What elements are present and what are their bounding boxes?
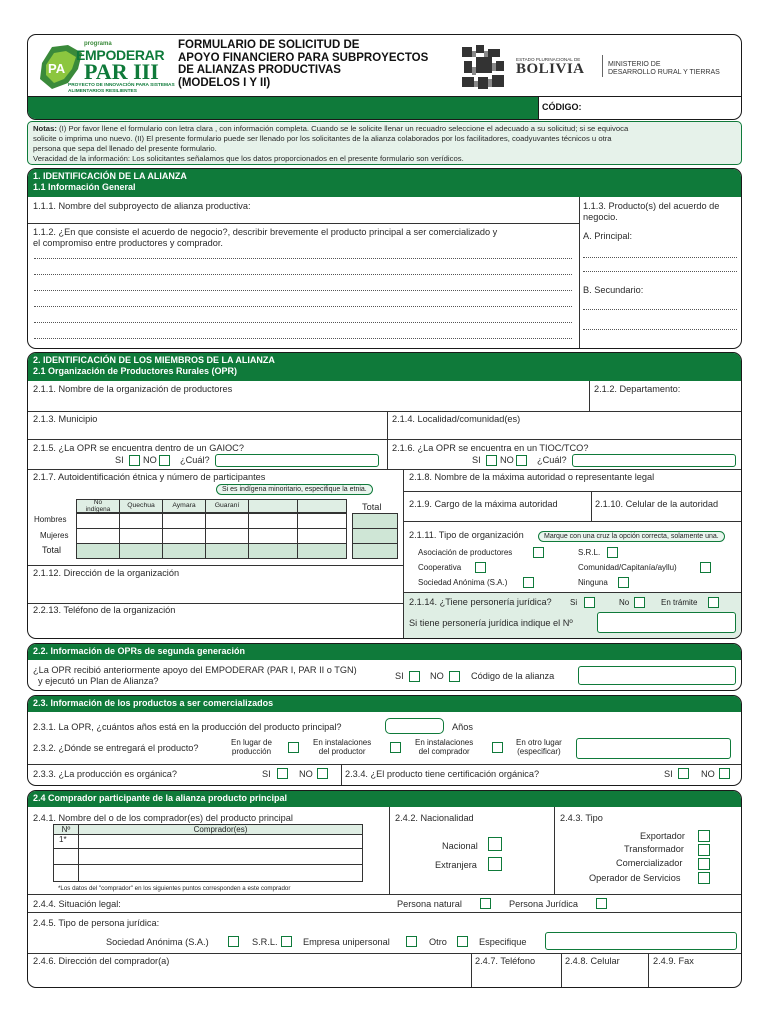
s24-vdiv-1 (389, 807, 390, 894)
s2-vdiv-r1 (591, 491, 592, 521)
field-2-3-4-label: 2.3.4. ¿El producto tiene certificación orgánica? (345, 769, 540, 779)
operador-label: Operador de Servicios (589, 873, 681, 883)
extranjera-label: Extranjera (435, 860, 477, 870)
row-total: Total (42, 545, 62, 555)
svg-text:PA: PA (48, 61, 66, 76)
especifique-label: Especifique (479, 937, 527, 947)
entrega-opt-1-checkbox[interactable] (288, 742, 299, 753)
logo-par: PAR III (84, 59, 159, 84)
certificacion-no-checkbox[interactable] (719, 768, 730, 779)
field-2-4-9-label: 2.4.9. Fax (653, 956, 694, 966)
entrega-opt-2-l1: En instalaciones (313, 738, 372, 747)
codigo-label: CÓDIGO: (542, 102, 582, 112)
field-2-1-4-label: 2.1.4. Localidad/comunidad(es) (392, 414, 521, 424)
organica-si-checkbox[interactable] (277, 768, 288, 779)
pj-no-label: No (619, 598, 630, 607)
organica-no-checkbox[interactable] (317, 768, 328, 779)
entrega-opt-3-checkbox[interactable] (492, 742, 503, 753)
comercializador-label: Comercializador (616, 858, 683, 868)
logo-sub1: PROYECTO DE INNOVACIÓN PARA SISTEMAS (68, 83, 175, 88)
transformador-checkbox[interactable] (698, 844, 710, 856)
section-1-subtitle: 1.1 Información General (33, 182, 136, 192)
title-line-1: FORMULARIO DE SOLICITUD DE (178, 39, 360, 51)
field-1-1-1-label: 1.1.1. Nombre del subproyecto de alianza productiva: (33, 201, 251, 211)
section-2-2 (27, 643, 742, 691)
gaioc-si-label: SI (115, 455, 124, 465)
section-2-3 (27, 695, 742, 786)
s24-vdiv-2 (554, 807, 555, 894)
gaioc-si-checkbox[interactable] (129, 455, 140, 466)
entrega-opt-2-l2: del productor (318, 747, 366, 756)
extranjera-checkbox[interactable] (488, 857, 502, 871)
notes-text-3: persona que sepa del llenado del presente formulario. (33, 144, 217, 153)
field-2-1-11-label: 2.1.11. Tipo de organización (409, 530, 524, 540)
description-line-3[interactable] (34, 290, 572, 291)
pj-no-checkbox[interactable] (634, 597, 645, 608)
persona-juridica-label: Persona Jurídica (509, 899, 578, 909)
certificacion-si-label: SI (664, 769, 673, 779)
opt-sa-label: Sociedad Anónima (S.A.) (418, 578, 508, 587)
field-2-1-7-label: 2.1.7. Autoidentificación étnica y número de participantes (33, 472, 266, 482)
transformador-label: Transformador (624, 844, 684, 854)
tipo-sa-checkbox[interactable] (228, 936, 239, 947)
s22-si-label: SI (395, 671, 404, 681)
cell-h-1[interactable] (76, 513, 120, 529)
col-no-indigena (76, 499, 120, 513)
tioc-cual-input[interactable] (572, 454, 736, 467)
certificacion-no-label: NO (701, 769, 715, 779)
col-compradores: Comprador(es) (78, 824, 363, 835)
field-2-1-3-label: 2.1.3. Municipio (33, 414, 98, 424)
section-2-header (28, 353, 741, 381)
field-2-1-8-label: 2.1.8. Nombre de la máxima autoridad o representante legal (409, 472, 655, 482)
field-2-1-13-label: 2.2.13. Teléfono de la organización (33, 605, 176, 615)
field-1-1-2-label: 1.1.2. ¿En que consiste el acuerdo de negocio?, describir brevemente el producto principal a ser comercializado y (33, 227, 498, 237)
header-box (27, 34, 742, 120)
s22-no-label: NO (430, 671, 444, 681)
organica-no-label: NO (299, 769, 313, 779)
field-2-1-1-label: 2.1.1. Nombre de la organización de productores (33, 384, 233, 394)
certificacion-si-checkbox[interactable] (678, 768, 689, 779)
cell-t-6[interactable] (297, 543, 347, 559)
cell-t-2[interactable] (119, 543, 163, 559)
operador-checkbox[interactable] (698, 872, 710, 884)
s2-hline-5 (28, 603, 403, 604)
cell-h-4[interactable] (205, 513, 249, 529)
s24-vdiv-4 (561, 953, 562, 988)
tioc-si-label: SI (472, 455, 481, 465)
opt-sa-checkbox[interactable] (523, 577, 534, 588)
s24-hline-3 (28, 953, 742, 954)
s2-hline-3 (28, 469, 742, 470)
entrega-opt-2-checkbox[interactable] (390, 742, 401, 753)
s23-vdiv (341, 764, 342, 786)
cell-t-3[interactable] (162, 543, 206, 559)
entrega-opt-1-l2: producción (231, 747, 272, 756)
field-2-4-5-label: 2.4.5. Tipo de persona jurídica: (33, 918, 160, 928)
tipo-unipersonal-label: Empresa unipersonal (303, 937, 390, 947)
empoderar-logo (38, 41, 178, 97)
field-2-1-6-label: 2.1.6. ¿La OPR se encuentra en un TIOC/TCO? (392, 443, 589, 453)
tipo-unipersonal-checkbox[interactable] (406, 936, 417, 947)
tipo-srl-checkbox[interactable] (281, 936, 292, 947)
tipo-otro-checkbox[interactable] (457, 936, 468, 947)
indigena-hint: Si es indígena minoritario, especifique la etnia. (216, 484, 373, 495)
s24-hline-2 (28, 912, 742, 913)
tipo-srl-label: S.R.L. (252, 937, 278, 947)
ministerio-line-2: DESARROLLO RURAL Y TIERRAS (608, 69, 720, 76)
s22-question-1: ¿La OPR recibió anteriormente apoyo del EMPODERAR (PAR I, PAR II o TGN) (33, 665, 357, 675)
opt-ninguna-checkbox[interactable] (618, 577, 629, 588)
col-no-indigena-l1: No (93, 499, 103, 506)
estado-label: ESTADO PLURINACIONAL DE (516, 57, 581, 62)
opt-cooperativa-checkbox[interactable] (475, 562, 486, 573)
opt-srl-label: S.R.L. (578, 548, 601, 557)
bolivia-label: BOLIVIA (516, 61, 585, 77)
comprador-2-input[interactable] (78, 848, 363, 865)
s22-codigo-label: Código de la alianza (471, 671, 555, 681)
field-2-4-1-label: 2.4.1. Nombre del o de los comprador(es) del producto principal (33, 813, 293, 823)
field-2-1-14-label: 2.1.14. ¿Tiene personería jurídica? (409, 597, 552, 607)
s22-si-checkbox[interactable] (409, 671, 420, 682)
section-2-3-header: 2.3. Información de los productos a ser comercializados (28, 696, 741, 712)
s2-hline-4 (28, 565, 403, 566)
pj-si-checkbox[interactable] (584, 597, 595, 608)
ethnic-table (76, 499, 398, 559)
secundario-line-1[interactable] (583, 309, 737, 310)
field-1-1-3-label: 1.1.3. Producto(s) del acuerdo de (583, 201, 720, 211)
s22-codigo-input[interactable] (578, 666, 736, 685)
organica-si-label: SI (262, 769, 271, 779)
notes-label: Notas: (33, 124, 57, 133)
s2-hline-r2 (403, 521, 742, 522)
cell-m-4[interactable] (205, 528, 249, 544)
row-3-number (53, 864, 79, 882)
col-guarani: Guaraní (205, 499, 249, 513)
col-quechua: Quechua (119, 499, 163, 513)
field-2-1-12-label: 2.1.12. Dirección de la organización (33, 568, 180, 578)
comprador-footnote: *Los datos del "comprador" en los siguientes puntos corresponden a este comprador (58, 885, 291, 892)
notes-box (27, 121, 742, 165)
notes-text-2: solicite o imprima uno nuevo. (II) El presente formulario puede ser llenado por los solicitantes de la alianza colaborados por los facilitadores, coadyuvantes técnicos u otra (33, 134, 612, 143)
notes-text-4: Veracidad de la información: Los solicitantes señalamos que los datos proporcionados en el presente formulario son verídicos. (33, 154, 464, 163)
field-2-1-9-label: 2.1.9. Cargo de la máxima autoridad (409, 499, 558, 509)
title-line-4: (MODELOS I Y II) (178, 76, 271, 89)
section-1 (27, 168, 742, 349)
field-2-3-2-label: 2.3.2. ¿Dónde se entregará el producto? (33, 743, 199, 753)
s1-hline (28, 223, 579, 224)
opt-cooperativa-label: Cooperativa (418, 563, 462, 572)
field-2-1-2-label: 2.1.2. Departamento: (594, 384, 681, 394)
s2-vdiv-2 (387, 411, 388, 469)
comprador-1-input[interactable] (78, 834, 363, 849)
col-numero: Nº (53, 824, 79, 835)
field-2-4-4-label: 2.4.4. Situación legal: (33, 899, 121, 909)
cell-t-5[interactable] (248, 543, 298, 559)
row-2-number (53, 848, 79, 865)
section-2-title: 2. IDENTIFICACIÓN DE LOS MIEMBROS DE LA ALIANZA (33, 355, 275, 365)
row-mujeres: Mujeres (40, 531, 69, 540)
entrega-opt-4-l2: (especificar) (517, 747, 561, 756)
field-2-1-5-label: 2.1.5. ¿La OPR se encuentra dentro de un GAIOC? (33, 443, 244, 453)
row-hombres: Hombres (34, 515, 67, 524)
entrega-opt-3-l1: En instalaciones (415, 738, 474, 747)
s2-hline-2 (28, 439, 742, 440)
description-line-1[interactable] (34, 258, 572, 259)
field-2-4-3-label: 2.4.3. Tipo (560, 813, 603, 823)
especifique-input[interactable] (545, 932, 737, 950)
cell-total-h[interactable] (352, 513, 398, 529)
s22-question-2: y ejecutó un Plan de Alianza? (38, 676, 159, 686)
gaioc-no-label: NO (143, 455, 157, 465)
exportador-label: Exportador (640, 831, 685, 841)
cell-m-5[interactable] (248, 528, 298, 544)
title-line-2: APOYO FINANCIERO PARA SUBPROYECTOS (178, 51, 429, 64)
entrega-opt-4 (516, 738, 562, 756)
field-2-1-10-label: 2.1.10. Celular de la autoridad (595, 499, 719, 509)
s24-vdiv-3 (471, 953, 472, 988)
cell-m-2[interactable] (119, 528, 163, 544)
opt-comunidad-label: Comunidad/Capitanía/ayllu) (578, 563, 677, 572)
tipo-otro-label: Otro (429, 937, 447, 947)
secundario-line-2[interactable] (583, 329, 737, 330)
header-green-bar (28, 96, 538, 120)
cell-t-1[interactable] (76, 543, 120, 559)
col-ethnic-6 (297, 499, 347, 513)
entrega-otro-input[interactable] (576, 738, 731, 759)
header-divider (602, 55, 603, 77)
opt-asociacion-label: Asociación de productores (418, 548, 513, 557)
pj-tramite-label: En trámite (661, 598, 698, 607)
principal-label: A. Principal: (583, 231, 633, 241)
s24-vdiv-5 (648, 953, 649, 988)
tioc-si-checkbox[interactable] (486, 455, 497, 466)
s2-hline-r1 (403, 491, 742, 492)
comercializador-checkbox[interactable] (698, 858, 710, 870)
col-no-indigena-l2: indígena (85, 505, 111, 513)
pj-si-label: Si (570, 598, 578, 607)
section-2-4-header: 2.4 Comprador participante de la alianza producto principal (28, 791, 741, 807)
entrega-opt-3 (415, 738, 473, 756)
logo-brand: EMPODERAR (76, 47, 165, 63)
s2-hline-1 (28, 411, 742, 412)
cell-h-6[interactable] (297, 513, 347, 529)
s2-vdiv-1 (589, 381, 590, 411)
entrega-opt-1 (231, 738, 272, 756)
ministerio-line-1: MINISTERIO DE (608, 61, 661, 68)
gaioc-cual-input[interactable] (215, 454, 379, 467)
opt-comunidad-checkbox[interactable] (700, 562, 711, 573)
cell-total-t[interactable] (352, 543, 398, 559)
cell-m-1[interactable] (76, 528, 120, 544)
field-2-4-2-label: 2.4.2. Nacionalidad (395, 813, 474, 823)
logo-sub2: ALIMENTARIOS RESILIENTES (68, 89, 137, 94)
field-2-4-6-label: 2.4.6. Dirección del comprador(a) (33, 956, 170, 966)
field-1-1-3-label-2: negocio. (583, 212, 618, 222)
row-1-number: 1* (53, 834, 79, 849)
cell-h-5[interactable] (248, 513, 298, 529)
description-line-2[interactable] (34, 274, 572, 275)
tioc-cual-label: ¿Cuál? (537, 455, 567, 465)
cell-total-m[interactable] (352, 528, 398, 544)
nacional-label: Nacional (442, 841, 478, 851)
persona-natural-label: Persona natural (397, 899, 462, 909)
field-2-3-1-label: 2.3.1. La OPR, ¿cuántos años está en la producción del producto principal? (33, 722, 342, 732)
section-2 (27, 352, 742, 639)
tioc-no-checkbox[interactable] (516, 455, 527, 466)
col-total: Total (362, 502, 382, 512)
tipo-sa-label: Sociedad Anónima (S.A.) (106, 937, 209, 947)
cell-m-6[interactable] (297, 528, 347, 544)
gaioc-cual-label: ¿Cuál? (180, 455, 210, 465)
field-2-3-3-label: 2.3.3. ¿La producción es orgánica? (33, 769, 178, 779)
cell-h-3[interactable] (162, 513, 206, 529)
persona-natural-checkbox[interactable] (480, 898, 491, 909)
cell-m-3[interactable] (162, 528, 206, 544)
tipo-hint: Marque con una cruz la opción correcta, solamente una. (538, 531, 725, 542)
cell-h-2[interactable] (119, 513, 163, 529)
secundario-label: B. Secundario: (583, 285, 644, 295)
s22-no-checkbox[interactable] (449, 671, 460, 682)
section-2-4 (27, 790, 742, 988)
description-line-4[interactable] (34, 306, 572, 307)
section-2-2-header: 2.2. Información de OPRs de segunda generación (28, 644, 741, 660)
exportador-checkbox[interactable] (698, 830, 710, 842)
opt-srl-checkbox[interactable] (607, 547, 618, 558)
cell-t-4[interactable] (205, 543, 249, 559)
nacional-checkbox[interactable] (488, 837, 502, 851)
logo-programa: programa (84, 41, 112, 47)
section-1-header (28, 169, 741, 197)
field-2-4-7-label: 2.4.7. Teléfono (475, 956, 536, 966)
anos-input[interactable] (385, 718, 444, 734)
col-aymara: Aymara (162, 499, 206, 513)
description-line-5[interactable] (34, 322, 572, 323)
section-1-title: 1. IDENTIFICACIÓN DE LA ALIANZA (33, 171, 187, 181)
opt-asociacion-checkbox[interactable] (533, 547, 544, 558)
field-1-1-2-label-2: el compromiso entre productores y comprador. (33, 238, 223, 248)
entrega-opt-3-l2: del comprador (418, 747, 470, 756)
opt-ninguna-label: Ninguna (578, 578, 608, 587)
entrega-opt-2 (313, 738, 371, 756)
principal-line-1[interactable] (583, 257, 737, 258)
entrega-opt-4-l1: En otro lugar (516, 738, 562, 747)
gaioc-no-checkbox[interactable] (159, 455, 170, 466)
principal-line-2[interactable] (583, 271, 737, 272)
anos-label: Años (452, 722, 473, 732)
section-2-subtitle: 2.1 Organización de Productores Rurales (OPR) (33, 366, 238, 376)
s24-hline-1 (28, 894, 742, 895)
tioc-no-label: NO (500, 455, 514, 465)
notes-text-1: (I) Por favor llene el formulario con letra clara , con información completa. Cuando se le solicite llenar un recuadro seleccione el adecuado a su solicitud; si se equivoca (56, 124, 629, 133)
col-ethnic-5 (248, 499, 298, 513)
form-title (178, 39, 428, 89)
persona-juridica-checkbox[interactable] (596, 898, 607, 909)
field-2-4-8-label: 2.4.8. Celular (565, 956, 620, 966)
s23-hline (28, 764, 742, 765)
pj-tramite-checkbox[interactable] (708, 597, 719, 608)
s1-vdivider (579, 197, 580, 349)
description-line-6[interactable] (34, 338, 572, 339)
pj-numero-input[interactable] (597, 612, 736, 633)
pj-numero-label: Si tiene personería jurídica indique el Nº (409, 618, 573, 628)
entrega-opt-1-l1: En lugar de (231, 738, 272, 747)
title-line-3: DE ALIANZAS PRODUCTIVAS (178, 64, 341, 76)
comprador-3-input[interactable] (78, 864, 363, 882)
coat-of-arms-icon (458, 41, 510, 93)
